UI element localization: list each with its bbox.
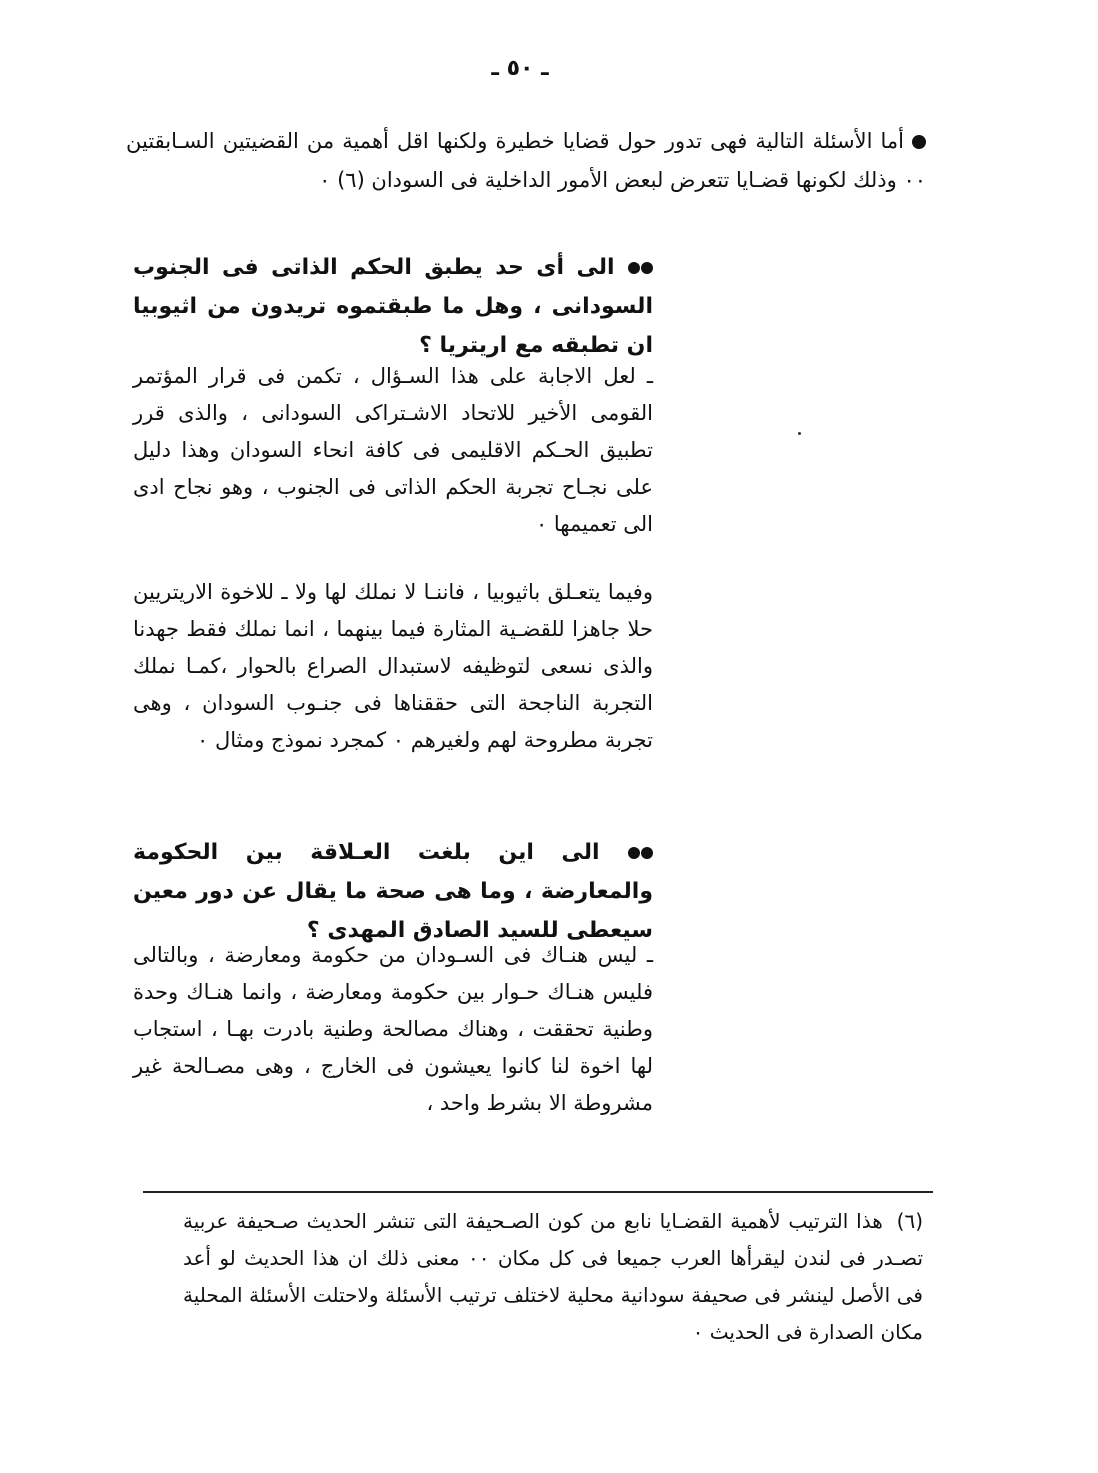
answer-2-text: وفيما يتعـلق باثيوبيا ، فاننـا لا نملك لها ولا ـ للاخوة الاريتريين حلا جاهزا للقضـية المثارة فيما بينهما ، انما نملك فقط جهدنا والذى نسعى لتوظيفه لاستبدال الصراع بالحوار ،كمـا نملك التجربة الناجحة التى حققناها فى جنـوب السودان ، وهى تجربة مطروحة لهم ولغيرهم ٠ كمجرد نموذج ومثال ٠ <box>133 580 653 752</box>
answer-3 <box>133 937 653 1124</box>
bullet-icon <box>628 847 640 859</box>
bullet-icon <box>641 262 653 274</box>
intro-paragraph <box>126 122 926 200</box>
question-1-text: الى أى حد يطبق الحكم الذاتى فى الجنوب السودانى ، وهل ما طبقتموه تريدون من اثيوبيا ان تطبقه مع اريتريا ؟ <box>133 255 653 358</box>
bullet-icon <box>912 135 926 149</box>
page-number: ـ ٥٠ ـ <box>491 56 549 81</box>
footnote-text: هذا الترتيب لأهمية القضـايا نابع من كون الصـحيفة التى تنشر الحديث صـحيفة عربية تصـدر فى لندن ليقرأها العرب جميعا فى كل مكان ٠٠ معنى ذلك ان هذا الحديث لو أعد فى الأصل لينشر فى صحيفة سودانية محلية لاختلف ترتيب الأسئلة ولاحتلت الأسئلة المحلية مكان الصدارة فى الحديث ٠ <box>183 1209 924 1344</box>
answer-2 <box>133 574 653 761</box>
footnote <box>183 1203 923 1351</box>
bullet-icon <box>641 847 653 859</box>
footnote-divider <box>143 1191 933 1193</box>
intro-text: أما الأسئلة التالية فهى تدور حول قضايا خطيرة ولكنها اقل أهمية من القضيتين السـابقتين ٠٠ وذلك لكونها قضـايا تتعرض لبعض الأمور الداخلية فى السودان (٦) ٠ <box>126 129 926 192</box>
question-2-paragraph <box>133 833 653 950</box>
footnote-marker: (٦) <box>896 1209 924 1233</box>
answer-3-text: ـ ليس هنـاك فى السـودان من حكومة ومعارضة ، وبالتالى فليس هنـاك حـوار بين حكومة ومعارضة ، وانما هنـاك وحدة وطنية تحققت ، وهناك مصالحة وطنية بادرت بهـا ، استجاب لها اخوة لنا كانوا يعيشون فى الخارج ، وهى مصـالحة غير مشروطة الا بشرط واحد ، <box>133 943 653 1115</box>
question-1 <box>133 248 653 369</box>
question-2 <box>133 833 653 954</box>
question-1-paragraph <box>133 248 653 365</box>
answer-1-text: ـ لعل الاجابة على هذا السـؤال ، تكمن فى قرار المؤتمر القومى الأخير للاتحاد الاشـتراكى السودانى ، والذى قرر تطبيق الحـكم الاقليمى فى كافة انحاء السودان وهذا دليل على نجـاح تجربة الحكم الذاتى فى الجنوب ، وهو نجاح ادى الى تعميمها ٠ <box>133 364 653 536</box>
bullet-icon <box>628 262 640 274</box>
scan-speck <box>798 432 801 435</box>
answer-1 <box>133 358 653 545</box>
question-2-text: الى اين بلغت العـلاقة بين الحكومة والمعارضة ، وما هى صحة ما يقال عن دور معين سيعطى للسيد الصادق المهدى ؟ <box>133 840 653 943</box>
